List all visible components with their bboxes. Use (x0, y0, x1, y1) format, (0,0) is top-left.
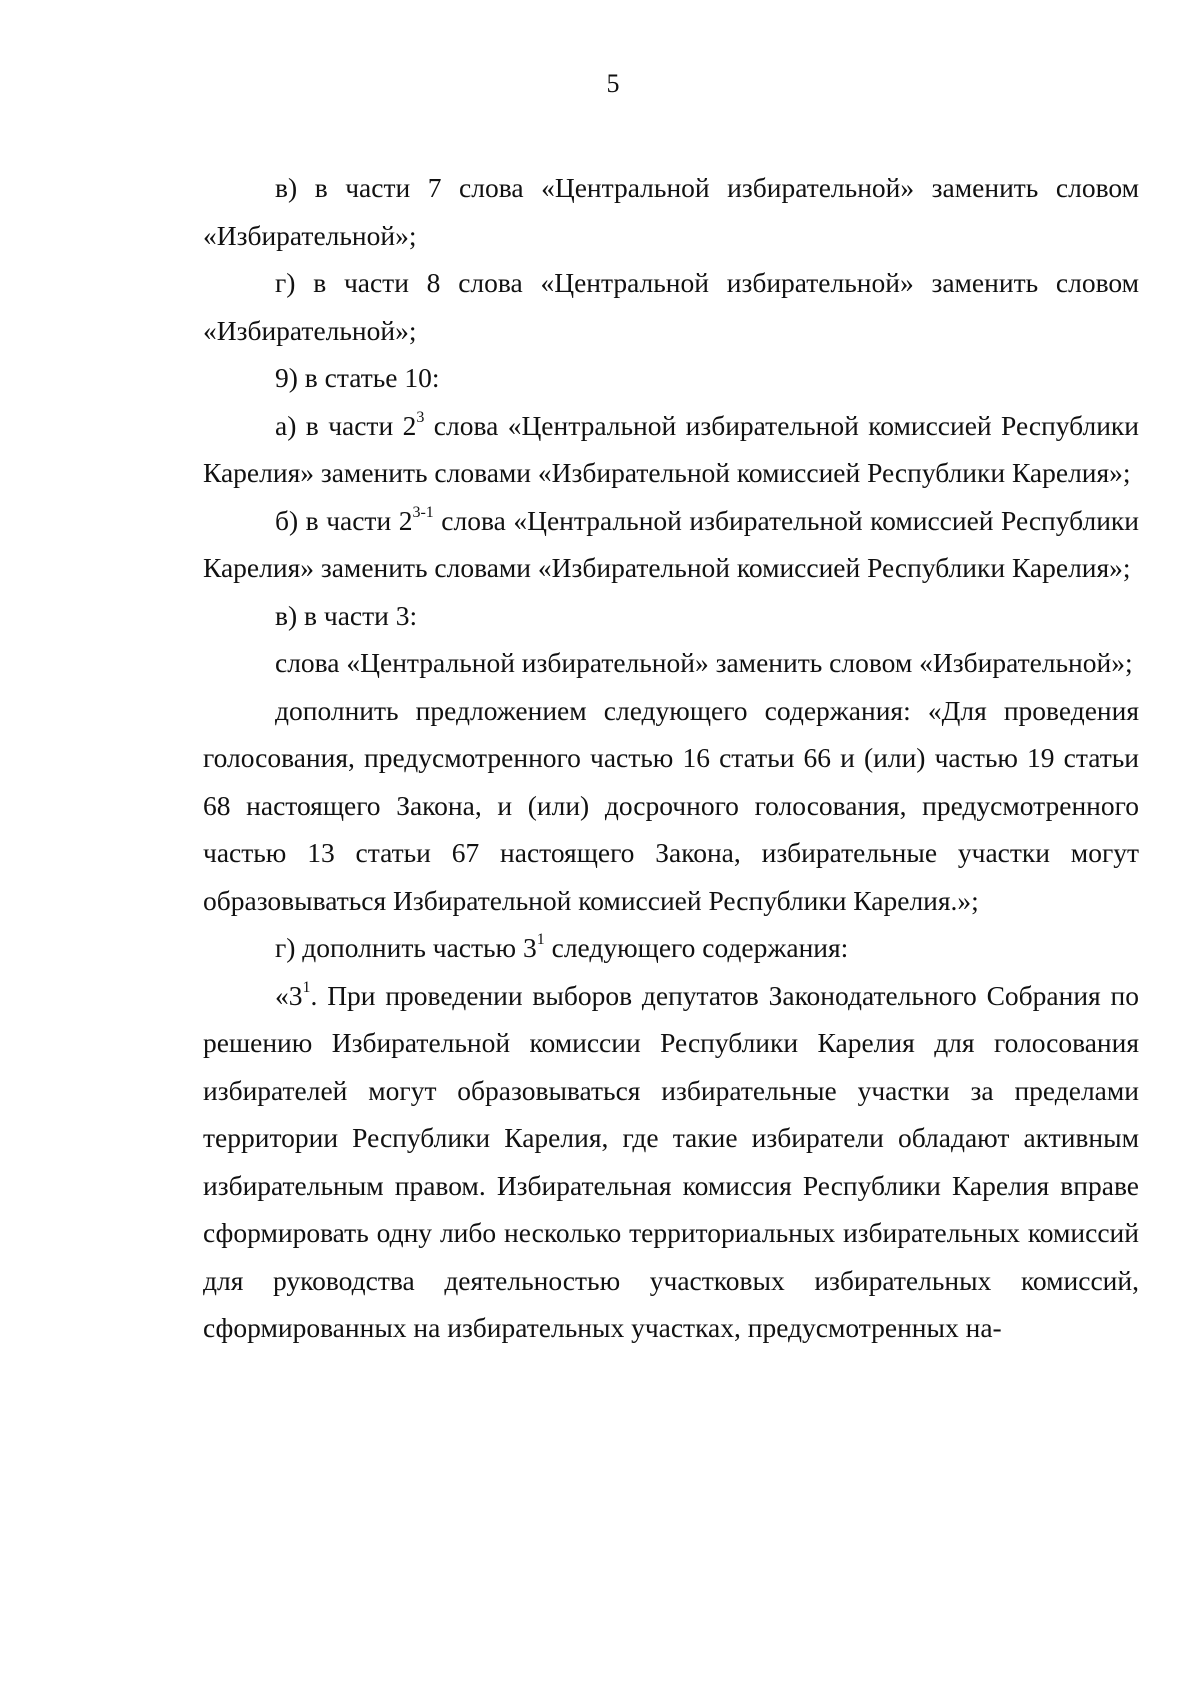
paragraph-g-part-8: г) в части 8 слова «Центральной избирательной» заменить словом «Избирательной»; (203, 267, 1139, 346)
paragraph-text-pre: б) в части 2 (275, 504, 413, 536)
superscript: 1 (302, 978, 311, 996)
paragraph-v-part-7: в) в части 7 слова «Центральной избирательной» заменить словом «Избирательной»; (203, 172, 1139, 251)
paragraph-text-pre: г) дополнить частью 3 (275, 932, 537, 963)
paragraph-text-post: слова «Центральной избирательной комиссией Республики Карелия» заменить словами «Избирательной комиссией Республики Карелия»; (203, 504, 1139, 583)
paragraph-g-add-part-3-1 (203, 924, 1139, 972)
paragraph-add-sentence: дополнить предложением следующего содержания: «Для проведения голосования, предусмотренного частью 16 статьи 66 и (или) частью 19 статьи 68 настоящего Закона, и (или) досрочного голосования, предусмотренного частью 13 статьи 67 настоящего Закона, избирательные участки могут образовываться Избирательной комиссией Республики Карелия.»; (203, 694, 1139, 916)
paragraph-v-part-3: в) в части 3: (275, 599, 418, 631)
paragraph-a-part-2-3 (203, 402, 1139, 497)
paragraph-text-post: слова «Центральной избирательной комиссией Республики Карелия» заменить словами «Избирательной комиссией Республики Карелия»; (203, 409, 1140, 488)
superscript: 1 (536, 931, 545, 948)
paragraph-text-post: . При проведении выборов депутатов Законодательного Собрания по решению Избирательной комиссии Республики Карелия для голосования избирателей могут образовываться избирательные участки за пределами территории Республики Карелия, где такие избиратели обладают активным избирательным правом. Избирательная комиссия Республики Карелия вправе сформировать одну либо несколько территориальных избирательных комиссий для руководства деятельностью участковых избирательных комиссий, сформированных на избирательных участках, предусмотренных на- (203, 979, 1139, 1343)
paragraph-words-replace: слова «Центральной избирательной» заменить словом «Избирательной»; (275, 647, 1133, 678)
paragraph-b-part-2-3-1 (203, 497, 1139, 592)
document-body (203, 164, 1139, 1352)
superscript: 3-1 (412, 503, 434, 521)
paragraph-item-9-article-10: 9) в статье 10: (275, 362, 440, 393)
page-number: 5 (606, 69, 620, 98)
paragraph-text-pre: «3 (275, 979, 303, 1011)
paragraph-part-3-1-text (203, 972, 1139, 1352)
paragraph-text-pre: а) в части 2 (275, 409, 417, 441)
paragraph-text-post: следующего содержания: (544, 932, 849, 963)
superscript: 3 (416, 408, 425, 426)
